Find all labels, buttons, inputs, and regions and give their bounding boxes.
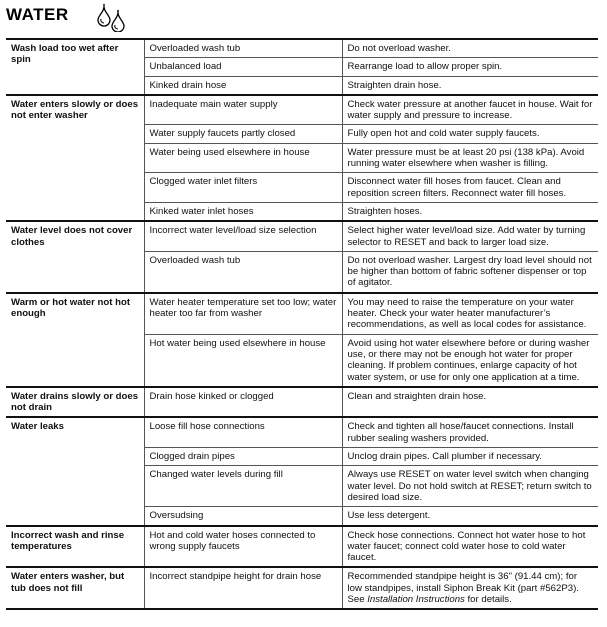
solution-text: Recommended standpipe height is 36" (91.44 cm); for low standpipes, install Siphon Break Kit (part #562P3). See <box>347 571 579 605</box>
solution-cell: Clean and straighten drain hose. <box>342 387 598 418</box>
cause-cell: Kinked drain hose <box>144 76 342 95</box>
solution-cell: Do not overload washer. <box>342 39 598 58</box>
table-row <box>6 526 598 568</box>
table-row <box>6 39 598 58</box>
solution-cell: Always use RESET on water level switch when changing water level. Do not hold switch at RESET; return switch to desired load size. <box>342 466 598 507</box>
solution-cell: Water pressure must be at least 20 psi (138 kPa). Avoid running water elsewhere when washer is filling. <box>342 143 598 173</box>
cause-cell: Overloaded wash tub <box>144 39 342 58</box>
solution-cell: Straighten hoses. <box>342 202 598 221</box>
section-header <box>0 0 607 34</box>
cause-cell: Kinked water inlet hoses <box>144 202 342 221</box>
table-row <box>6 567 598 609</box>
solution-cell: Check hose connections. Connect hot water hose to hot water faucet; connect cold water hose to cold water faucet. <box>342 526 598 568</box>
solution-cell: Straighten drain hose. <box>342 76 598 95</box>
problem-cell: Wash load too wet after spin <box>6 39 144 95</box>
table-row <box>6 387 598 418</box>
solution-cell: You may need to raise the temperature on your water heater. Check your water heater manufacturer’s recommendations, as well as local codes for assistance. <box>342 293 598 334</box>
cause-cell: Clogged water inlet filters <box>144 173 342 203</box>
solution-cell: Check water pressure at another faucet in house. Wait for water supply and pressure to increase. <box>342 95 598 125</box>
problem-cell: Water enters washer, but tub does not fill <box>6 567 144 609</box>
cause-cell: Overloaded wash tub <box>144 251 342 292</box>
cause-cell: Loose fill hose connections <box>144 417 342 447</box>
cause-cell: Inadequate main water supply <box>144 95 342 125</box>
problem-cell: Water drains slowly or does not drain <box>6 387 144 418</box>
solution-cell: Check and tighten all hose/faucet connections. Install rubber sealing washers provided. <box>342 417 598 447</box>
solution-cell: Do not overload washer. Largest dry load level should not be higher than bottom of fabric softener dispenser or top of agitator. <box>342 251 598 292</box>
solution-cell: Rearrange load to allow proper spin. <box>342 58 598 76</box>
table-row <box>6 221 598 251</box>
cause-cell: Clogged drain pipes <box>144 448 342 466</box>
cause-cell: Water supply faucets partly closed <box>144 125 342 143</box>
solution-cell: Unclog drain pipes. Call plumber if necessary. <box>342 448 598 466</box>
cause-cell: Water heater temperature set too low; water heater too far from washer <box>144 293 342 334</box>
manual-reference: Installation Instructions <box>367 593 465 605</box>
solution-text-tail: for details. <box>464 593 512 605</box>
cause-cell: Hot and cold water hoses connected to wrong supply faucets <box>144 526 342 568</box>
problem-cell: Warm or hot water not hot enough <box>6 293 144 387</box>
cause-cell: Drain hose kinked or clogged <box>144 387 342 418</box>
cause-cell: Incorrect standpipe height for drain hose <box>144 567 342 609</box>
troubleshooting-table <box>6 38 598 610</box>
problem-cell: Water leaks <box>6 417 144 525</box>
problem-cell: Water level does not cover clothes <box>6 221 144 292</box>
cause-cell: Incorrect water level/load size selection <box>144 221 342 251</box>
table-row <box>6 95 598 125</box>
table-row <box>6 293 598 334</box>
water-drops-icon <box>95 2 129 32</box>
cause-cell: Oversudsing <box>144 507 342 526</box>
problem-cell: Water enters slowly or does not enter washer <box>6 95 144 221</box>
cause-cell: Changed water levels during fill <box>144 466 342 507</box>
cause-cell: Unbalanced load <box>144 58 342 76</box>
table-row <box>6 417 598 447</box>
problem-cell: Incorrect wash and rinse temperatures <box>6 526 144 568</box>
cause-cell: Hot water being used elsewhere in house <box>144 334 342 387</box>
solution-cell: Avoid using hot water elsewhere before or during washer use, or there may not be enough hot water for proper cleaning. If problem continues, enlarge capacity of hot water system, or use for only one application at a time. <box>342 334 598 387</box>
solution-cell: Select higher water level/load size. Add water by turning selector to RESET and back to larger load size. <box>342 221 598 251</box>
cause-cell: Water being used elsewhere in house <box>144 143 342 173</box>
solution-cell: Disconnect water fill hoses from faucet. Clean and reposition screen filters. Reconnect water fill hoses. <box>342 173 598 203</box>
solution-cell: Use less detergent. <box>342 507 598 526</box>
solution-cell: Fully open hot and cold water supply faucets. <box>342 125 598 143</box>
section-title: WATER <box>6 5 69 24</box>
solution-cell <box>342 567 598 609</box>
